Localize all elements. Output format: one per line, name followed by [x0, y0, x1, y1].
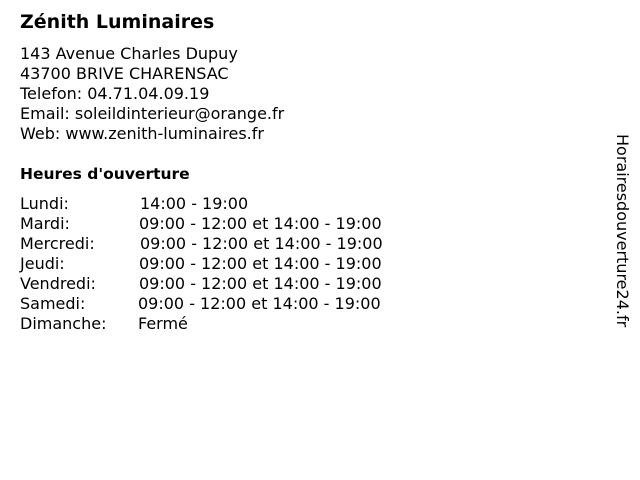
address-line-city: 43700 BRIVE CHARENSAC: [20, 64, 229, 83]
contact-block: [20, 44, 284, 144]
phone-line: Telefon: 04.71.04.09.19: [20, 84, 210, 103]
day-label: Jeudi:: [20, 254, 65, 273]
hours-heading: Heures d'ouverture: [20, 165, 190, 183]
time-range: 09:00 - 12:00 et 14:00 - 19:00: [138, 294, 381, 313]
time-range: 14:00 - 19:00: [140, 194, 249, 213]
address-line-street: 143 Avenue Charles Dupuy: [20, 44, 238, 63]
site-watermark: Horairesdouverture24.fr: [613, 134, 632, 328]
day-label: Mardi:: [20, 214, 70, 233]
time-range: Fermé: [138, 314, 188, 333]
day-label: Dimanche:: [20, 314, 107, 333]
website-line: Web: www.zenith-luminaires.fr: [20, 124, 264, 143]
time-range: 09:00 - 12:00 et 14:00 - 19:00: [139, 254, 382, 273]
business-name: Zénith Luminaires: [20, 11, 215, 33]
time-range: 09:00 - 12:00 et 14:00 - 19:00: [139, 274, 382, 293]
day-label: Lundi:: [20, 194, 69, 213]
day-label: Vendredi:: [20, 274, 96, 293]
day-label: Samedi:: [20, 294, 86, 313]
time-range: 09:00 - 12:00 et 14:00 - 19:00: [140, 234, 383, 253]
day-label: Mercredi:: [20, 234, 95, 253]
email-line: Email: soleildinterieur@orange.fr: [20, 104, 285, 123]
time-range: 09:00 - 12:00 et 14:00 - 19:00: [139, 214, 382, 233]
